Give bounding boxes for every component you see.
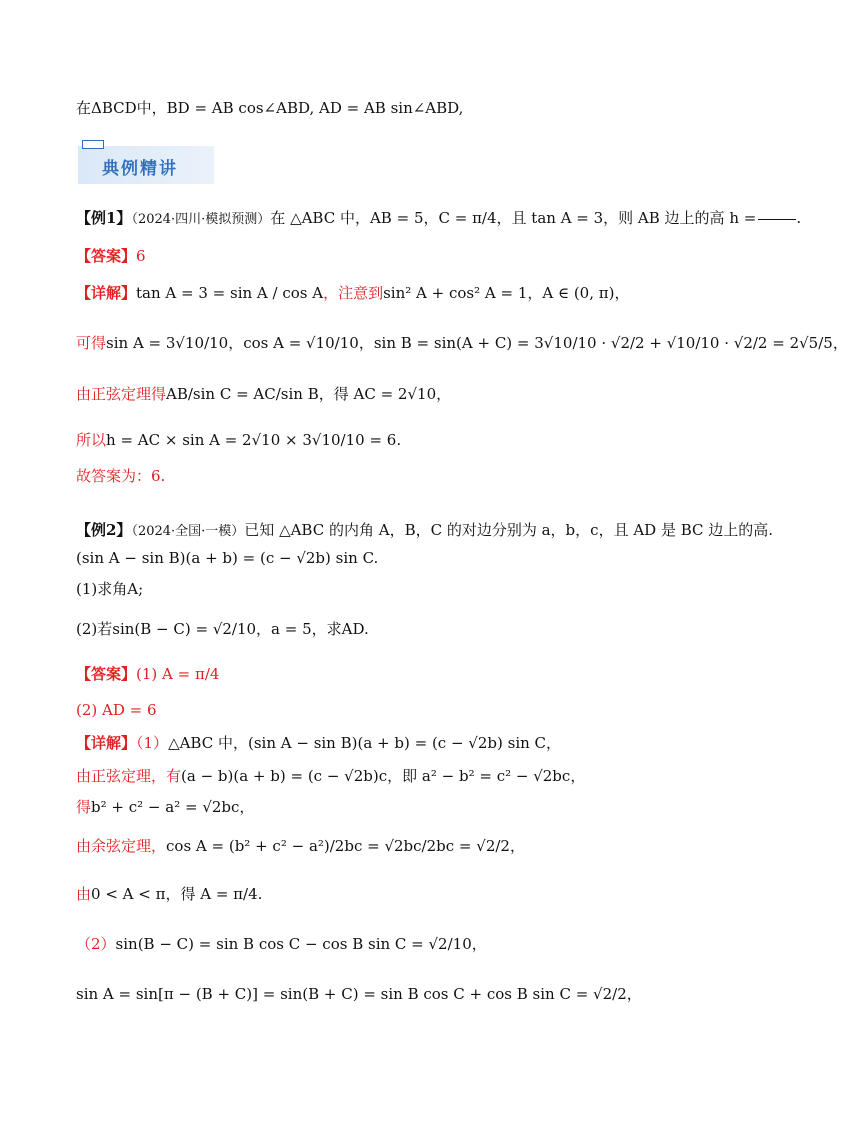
example2-s4-prefix: 由余弦定理， — [76, 837, 167, 855]
example2-stem — [76, 520, 774, 542]
intro-text: 在ΔBCD中，BD = AB cos∠ABD, AD = AB sin∠ABD, — [76, 99, 464, 117]
example2-s3-prefix: 得 — [76, 798, 92, 816]
example2-answer1: (1) A = π/4 — [136, 665, 220, 683]
example1-detail-4 — [76, 430, 760, 450]
example1-d2-prefix: 可得 — [76, 334, 107, 352]
example1-stem: 【例1】（2024·四川·模拟预测）在 △ABC 中，AB = 5，C = π/4，且 tan A = 3，则 AB 边上的高 h = . — [76, 209, 802, 227]
example2-answer-2 — [76, 700, 760, 720]
example1-answer — [76, 246, 760, 266]
example1-d3-text: AB/sin C = AC/sin B，得 AC = 2√10， — [166, 385, 452, 403]
example2-q1 — [76, 579, 760, 599]
answer-blank — [758, 219, 796, 220]
example1-detail-3 — [76, 384, 760, 404]
example2-answer-label: 【答案】 — [76, 665, 137, 683]
example1-d2-text: sin A = 3√10/10，cos A = √10/10，sin B = sin(A + C) = 3√10/10 · √2/2 + √10/10 · √2/2 = 2√5/5， — [106, 334, 848, 352]
example2-s7-text: sin A = sin[π − (B + C)] = sin(B + C) = sin B cos C + cos B sin C = √2/2， — [76, 985, 642, 1003]
example1-detail-2 — [76, 333, 848, 353]
example2-s3-text: b² + c² − a² = √2bc， — [91, 798, 255, 816]
example2-step-5 — [76, 884, 760, 904]
example2-answer-1 — [76, 664, 760, 684]
example2-tag: 【例2】 — [76, 521, 132, 539]
example1-detail-label: 【详解】 — [76, 284, 137, 302]
example2-step-4 — [76, 836, 760, 856]
example2-q1-text: (1)求角A; — [76, 580, 144, 598]
intro-line — [76, 98, 760, 118]
example2-s4-text: cos A = (b² + c² − a²)/2bc = √2bc/2bc = √2/2， — [166, 837, 525, 855]
example2-s1-text: △ABC 中，(sin A − sin B)(a + b) = (c − √2b) sin C， — [168, 734, 562, 752]
example2-s6-text: sin(B − C) = sin B cos C − cos B sin C = √2/10， — [115, 935, 487, 953]
example1-answer-value: 6 — [136, 247, 146, 265]
example2-step-7 — [76, 984, 760, 1004]
example1-stem-text: 在 △ABC 中，AB = 5，C = π/4，且 tan A = 3，则 AB 边上的高 h = — [270, 209, 757, 227]
example2-s5-mid: 0 < A < π — [91, 885, 166, 903]
example1-detail-1 — [76, 283, 760, 303]
example1-d1-note: ，注意到 — [323, 284, 384, 302]
example2-q2-prefix: (2)若 — [76, 620, 113, 638]
example1-answer-label: 【答案】 — [76, 247, 137, 265]
example2-condition — [76, 548, 760, 568]
example2-stem-text: 已知 △ABC 的内角 A，B，C 的对边分别为 a，b，c，且 AD 是 BC 边上的高. — [244, 521, 774, 539]
example2-step-2 — [76, 766, 760, 786]
example1-d4-prefix: 所以 — [76, 431, 107, 449]
example1-d3-prefix: 由正弦定理得 — [76, 385, 167, 403]
banner-tab-icon — [82, 140, 104, 149]
example2-s5-prefix: 由 — [76, 885, 92, 903]
example2-answer2: (2) AD = 6 — [76, 701, 157, 719]
section-banner-label: 典例精讲 — [102, 159, 178, 179]
example1-d1-eq: tan A = 3 = sin A / cos A — [136, 284, 324, 302]
example1-tag: 【例1】 — [76, 209, 132, 227]
example2-s6-prefix: （2） — [76, 935, 116, 953]
example2-s5-text: ，得 A = π/4. — [165, 885, 263, 903]
example2-s2-prefix: 由正弦定理，有 — [76, 767, 182, 785]
example2-q2-text: sin(B − C) = √2/10，a = 5，求AD. — [112, 620, 369, 638]
example2-s2-text: (a − b)(a + b) = (c − √2b)c，即 a² − b² = c² − √2bc， — [181, 767, 586, 785]
example2-q2 — [76, 619, 760, 639]
example1-d1-rest: sin² A + cos² A = 1，A ∈ (0, π)， — [383, 284, 630, 302]
example2-condition-text: (sin A − sin B)(a + b) = (c − √2b) sin C. — [76, 549, 379, 567]
example1-d4-text: h = AC × sin A = 2√10 × 3√10/10 = 6. — [106, 431, 402, 449]
example1-d5-text: 故答案为：6. — [76, 467, 166, 485]
example2-source: （2024·全国·一模） — [131, 524, 245, 539]
example2-step-6 — [76, 934, 760, 954]
example2-step-3 — [76, 797, 760, 817]
example1-detail-5 — [76, 466, 760, 486]
example2-step-1 — [76, 733, 760, 753]
example1-source: （2024·四川·模拟预测） — [131, 212, 271, 227]
example2-detail-label: 【详解】 — [76, 734, 137, 752]
example2-s1-prefix: （1） — [136, 734, 169, 752]
